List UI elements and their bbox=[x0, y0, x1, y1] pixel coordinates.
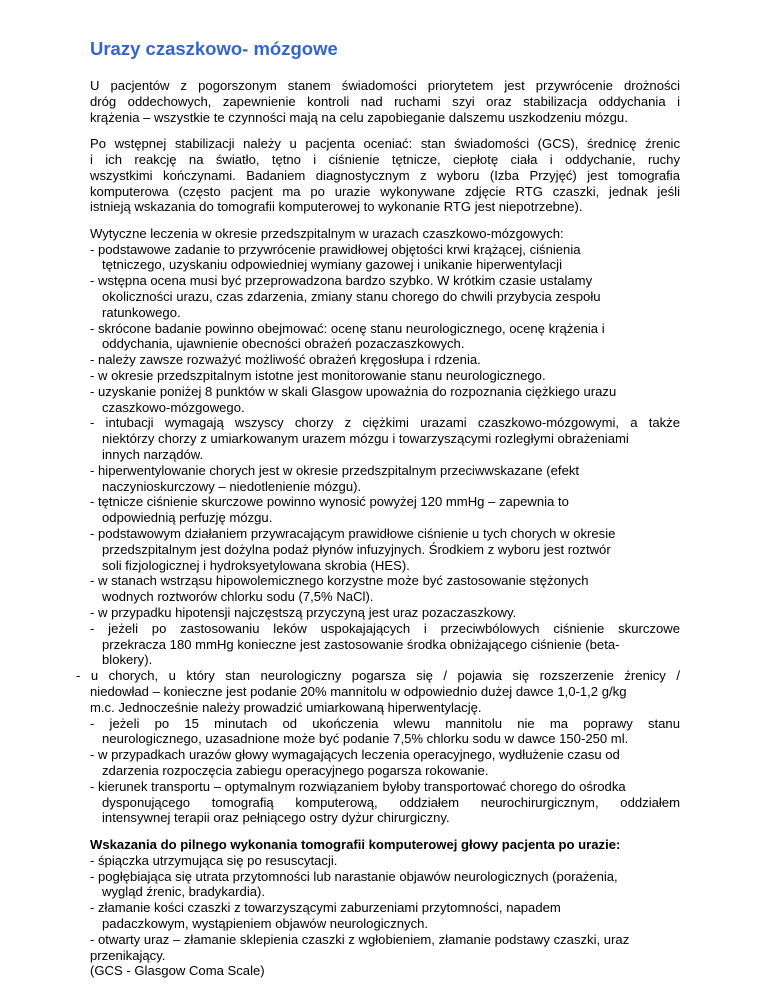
list-item: - otwarty uraz – złamanie sklepienia czaszki z wgłobieniem, złamanie podstawy czaszki, uraz bbox=[90, 931, 630, 947]
list-item: - w przypadkach urazów głowy wymagających leczenia operacyjnego, wydłużenie czasu od bbox=[90, 747, 620, 763]
list-item-continued: wygląd źrenic, bradykardia). bbox=[102, 884, 266, 900]
list-item-continued: soli fizjologicznej i hydroksyetylowana skrobia (HES). bbox=[102, 557, 410, 573]
document-title: Urazy czaszkowo- mózgowe bbox=[90, 38, 338, 59]
list-item-continued: oddychania, ujawnienie obecności obrażeń pozaczaszkowych. bbox=[102, 336, 465, 352]
list-item: przenikający. bbox=[90, 947, 166, 963]
text-line: wszystkimi kończynami. Badaniem diagnostycznym z wyboru (Izba Przyjęć) jest tomografia bbox=[90, 167, 680, 183]
list-item-continued: zdarzenia rozpoczęcia zabiegu operacyjnego pogarsza rokowanie. bbox=[102, 762, 489, 778]
list-item: - hiperwentylowanie chorych jest w okresie przedszpitalnym przeciwwskazane (efekt bbox=[90, 462, 580, 478]
list-item: (GCS - Glasgow Coma Scale) bbox=[90, 963, 265, 979]
list-item: - śpiączka utrzymująca się po resuscytacji. bbox=[90, 852, 338, 868]
list-item: - uzyskanie poniżej 8 punktów w skali Glasgow upoważnia do rozpoznania ciężkiego urazu bbox=[90, 383, 617, 399]
list-item: - tętnicze ciśnienie skurczowe powinno wynosić powyżej 120 mmHg – zapewnia to bbox=[90, 494, 569, 510]
list-item: - jeżeli po 15 minutach od ukończenia wlewu mannitolu nie ma poprawy stanu bbox=[90, 715, 680, 731]
text-line: Po wstępnej stabilizacji należy u pacjenta oceniać: stan świadomości (GCS), średnicę źrenic bbox=[90, 136, 680, 152]
list-item-continued: okoliczności urazu, czas zdarzenia, zmiany stanu chorego do chwili przybycia zespołu bbox=[102, 289, 601, 305]
list-item: - skrócone badanie powinno obejmować: ocenę stanu neurologicznego, ocenę krążenia i bbox=[90, 320, 605, 336]
paragraph-2 bbox=[90, 136, 680, 215]
list-item: - w stanach wstrząsu hipowolemicznego korzystne może być zastosowanie stężonych bbox=[90, 573, 589, 589]
list-item-continued: innych narządów. bbox=[102, 447, 204, 463]
list-item: - wstępna ocena musi być przeprowadzona bardzo szybko. W krótkim czasie ustalamy bbox=[90, 273, 593, 289]
text-line: i ich reakcję na światło, tętno i ciśnienie tętnicze, ciepłotę ciała i oddychanie, ruchy bbox=[90, 151, 680, 167]
list-item: - kierunek transportu – optymalnym rozwiązaniem byłoby transportować chorego do ośrodka bbox=[90, 778, 626, 794]
list-item: - pogłębiająca się utrata przytomności lub narastanie objawów neurologicznych (porażenia, bbox=[90, 868, 618, 884]
list-item: - w okresie przedszpitalnym istotne jest monitorowanie stanu neurologicznego. bbox=[90, 368, 546, 384]
list-item: - podstawowe zadanie to przywrócenie prawidłowej objętości krwi krążącej, ciśnienia bbox=[90, 241, 581, 257]
list-item-continued: odpowiednią perfuzję mózgu. bbox=[102, 510, 273, 526]
paragraph-4-list bbox=[90, 853, 680, 979]
text-line: U pacjentów z pogorszonym stanem świadomości priorytetem jest przywrócenie drożności bbox=[90, 78, 680, 93]
list-item-continued: przekracza 180 mmHg konieczne jest zastosowanie środka obniżającego ciśnienie (beta- bbox=[102, 636, 620, 652]
list-item: - należy zawsze rozważyć możliwość obrażeń kręgosłupa i rdzenia. bbox=[90, 352, 481, 368]
text-line: Wytyczne leczenia w okresie przedszpitalnym w urazach czaszkowo-mózgowych: bbox=[90, 225, 564, 241]
list-item-continued: wodnych roztworów chlorku sodu (7,5% NaCl). bbox=[102, 589, 374, 605]
paragraph-1 bbox=[90, 78, 680, 125]
list-item-continued: blokery). bbox=[102, 652, 153, 668]
list-item: - w przypadku hipotensji najczęstszą przyczyną jest uraz pozaczaszkowy. bbox=[90, 605, 517, 621]
list-item: - u chorych, u który stan neurologiczny pogarsza się / pojawia się rozszerzenie źrenicy / bbox=[76, 668, 680, 684]
text-line: istnieją wskazania do tomografii komputerowej to wykonanie RTG jest niepotrzebne). bbox=[90, 199, 583, 215]
paragraph-3 bbox=[76, 225, 680, 826]
list-item-continued: ratunkowego. bbox=[102, 304, 181, 320]
list-item-continued: intensywnej terapii oraz pełniącego ostry dyżur chirurgiczny. bbox=[102, 810, 450, 826]
list-item-continued: tętniczego, uzyskaniu odpowiedniej wymiany gazowej i unikanie hiperwentylacji bbox=[102, 257, 562, 273]
list-item-continued: niektórzy chorzy z umiarkowanym urazem mózgu i towarzyszącymi rozległymi obrażeniami bbox=[102, 431, 629, 447]
list-item-continued: naczynioskurczowy – niedotlenienie mózgu). bbox=[102, 478, 362, 494]
text-line: komputerowa (często pacjent ma po urazie wykonywane zdjęcie RTG czaszki, jednak jeśli bbox=[90, 183, 680, 199]
paragraph-4 bbox=[90, 837, 680, 853]
list-item-continued: niedowład – konieczne jest podanie 20% mannitolu w odpowiednio dużej dawce 1,0-1,2 g/kg bbox=[90, 684, 627, 699]
list-item-continued: dysponującego tomografią komputerową, oddziałem neurochirurgicznym, oddziałem bbox=[102, 794, 680, 810]
text-line: krążenia – wszystkie te czynności mają na celu zapobieganie dalszemu uszkodzeniu mózgu. bbox=[90, 109, 628, 125]
list-item: - podstawowym działaniem przywracającym prawidłowe ciśnienie u tych chorych w okresie bbox=[90, 526, 616, 542]
list-item-continued: czaszkowo-mózgowego. bbox=[102, 399, 245, 415]
text-line: dróg oddechowych, zapewnienie kontroli nad ruchami szyi oraz stabilizacja oddychania i bbox=[90, 93, 680, 109]
list-item-continued: m.c. Jednocześnie należy prowadzić umiarkowaną hiperwentylację. bbox=[90, 699, 482, 715]
list-item-continued: neurologicznego, uzasadnione może być podanie 7,5% chlorku sodu w dawce 150-250 ml. bbox=[102, 731, 629, 747]
list-item: - złamanie kości czaszki z towarzyszącymi zaburzeniami przytomności, napadem bbox=[90, 900, 561, 916]
list-item: - jeżeli po zastosowaniu leków uspokajających i przeciwbólowych ciśnienie skurczowe bbox=[90, 620, 680, 636]
section-heading: Wskazania do pilnego wykonania tomografii komputerowej głowy pacjenta po urazie: bbox=[90, 837, 621, 853]
list-item: - intubacji wymagają wszyscy chorzy z ciężkimi urazami czaszkowo-mózgowymi, a także bbox=[90, 415, 680, 431]
list-item-continued: padaczkowym, wystąpieniem objawów neurologicznych. bbox=[102, 916, 429, 932]
list-item-continued: przedszpitalnym jest dożylna podaż płynów infuzyjnych. Środkiem z wyboru jest roztwór bbox=[102, 541, 611, 557]
